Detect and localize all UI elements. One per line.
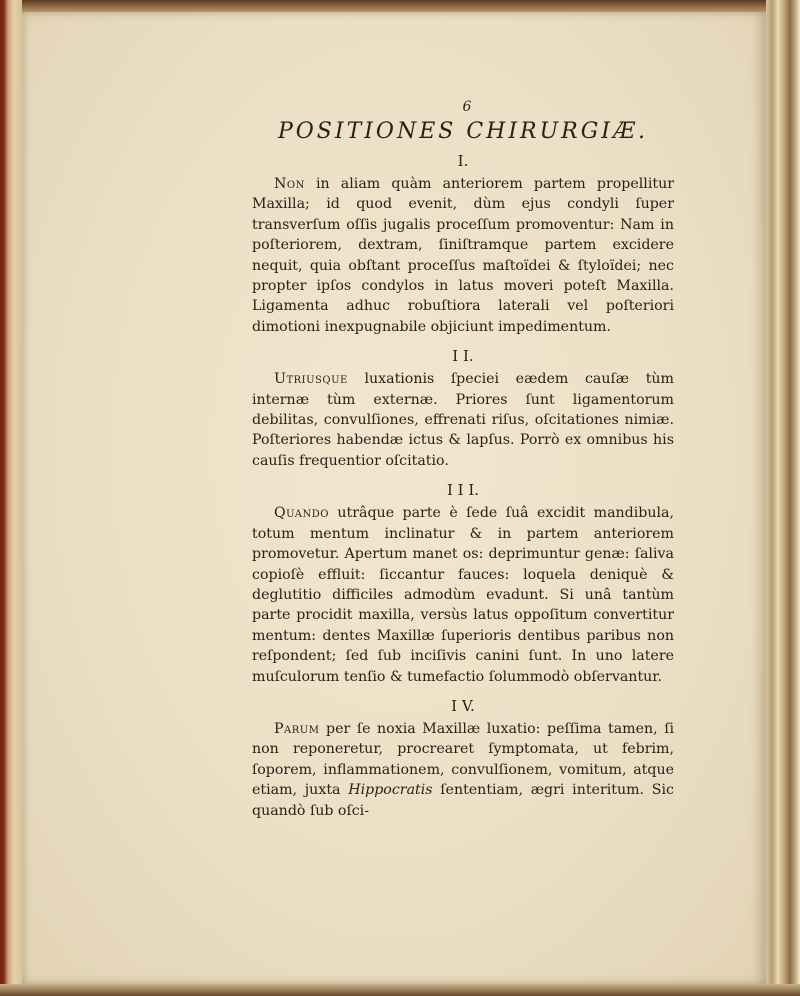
book-page-edges-right xyxy=(766,0,800,996)
paragraph-text: ſententiam, ægri interitum. Sic quandò ſub oſci- xyxy=(252,782,675,819)
running-title: POSITIONES CHIRURGIÆ. xyxy=(277,119,649,144)
page-number: 6 xyxy=(462,99,472,115)
section-paragraph xyxy=(252,503,674,687)
section-paragraph xyxy=(252,369,674,471)
section-number: I I. xyxy=(452,347,474,366)
lead-word: Utriusque xyxy=(274,371,348,388)
section-number: I V. xyxy=(451,696,475,715)
text-block xyxy=(252,98,674,821)
lead-word: Non xyxy=(274,176,305,192)
lead-word: Parum xyxy=(274,720,320,737)
section-paragraph xyxy=(252,719,674,821)
section-paragraph xyxy=(252,174,674,337)
paragraph-text: luxationis ſpeciei eædem cauſæ tùm internæ tùm externæ. Priores ſunt ligamentorum debilitas, convulſiones, effrenati riſus, oſcitationes nimiæ. Poſteriores habendæ ictus & lapſus. Porrò ex omnibus his cauſis frequentior oſcitatio. xyxy=(252,371,675,469)
section-number: I. xyxy=(457,152,469,170)
book-page xyxy=(22,12,766,984)
book-binding-left xyxy=(0,0,22,996)
book-bottom-edge xyxy=(0,984,800,996)
paragraph-text: in aliam quàm anteriorem partem propellitur Maxilla; id quod evenit, dùm ejus condyli ſuper transverſum oſſis jugalis proceſſum promoventur: Nam in poſteriorem, dextram, ſiniſtramque partem excidere nequit, quia obſtant proceſſus maſtoïdei & ſtyloïdei; nec propter ipſos condylos in latus moveri poteſt Maxilla. Ligamenta adhuc robuſtiora laterali vel poſteriori dimotioni inexpugnabile objiciunt impedimentum. xyxy=(252,176,674,335)
paragraph-text: per ſe noxia Maxillæ luxatio: peſſima tamen, ſi non reponeretur, procrearet ſymptomata, ut febrim, ſoporem, inflammationem, convulſionem, vomitum, atque etiam, juxta xyxy=(252,720,675,799)
italic-name: Hippocratis xyxy=(348,782,433,799)
lead-word: Quando xyxy=(274,505,329,522)
section-number: I I I. xyxy=(446,481,480,500)
book-top-edge xyxy=(0,0,800,12)
paragraph-text: utrâque parte è ſede ſuâ excidit mandibula, totum mentum inclinatur & in partem anteriorem promovetur. Apertum manet os: deprimuntur genæ: ſaliva copioſè effluit: ſiccantur fauces: loquela deniquè & deglutitio difficiles admodùm evadunt. Si unâ tantùm parte procidit maxilla, versùs latus oppoſitum convertitur mentum: dentes Maxillæ ſuperioris dentibus paribus non reſpondent; ſed ſub inciſivis canini ſunt. In uno latere muſculorum tenſio & tumefactio ſolummodò obſervantur. xyxy=(252,505,675,685)
